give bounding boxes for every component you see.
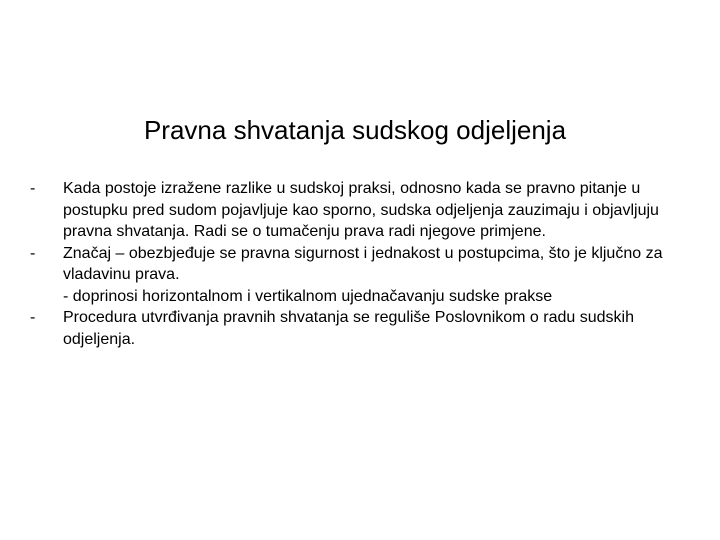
bullet-text: Kada postoje izražene razlike u sudskoj praksi, odnosno kada se pravno pitanje u postupku pred sudom pojavljuje kao sporno, sudska odjeljenja zauzimaju i objavljuju pravna shvatanja. Radi se o tumačenju prava radi njegove primjene. [63,180,659,240]
bullet-item-3 [30,307,680,350]
slide-title: Pravna shvatanja sudskog odjeljenja [143,115,567,145]
bullet-continuation: - doprinosi horizontalnom i vertikalnom ujednačavanju sudske prakse [63,287,553,305]
bullet-marker: - [30,244,36,262]
bullet-text: Značaj – obezbjeđuje se pravna sigurnost i jednakost u postupcima, što je ključno za vladavinu prava. [63,244,663,283]
bullet-list [30,178,680,350]
bullet-item-2 [30,243,680,308]
bullet-marker: - [30,309,36,326]
bullet-text: Procedura utvrđivanja pravnih shvatanja se reguliše Poslovnikom o radu sudskih odjeljenja. [63,309,634,348]
bullet-marker: - [30,180,36,197]
bullet-item-1 [30,178,680,243]
